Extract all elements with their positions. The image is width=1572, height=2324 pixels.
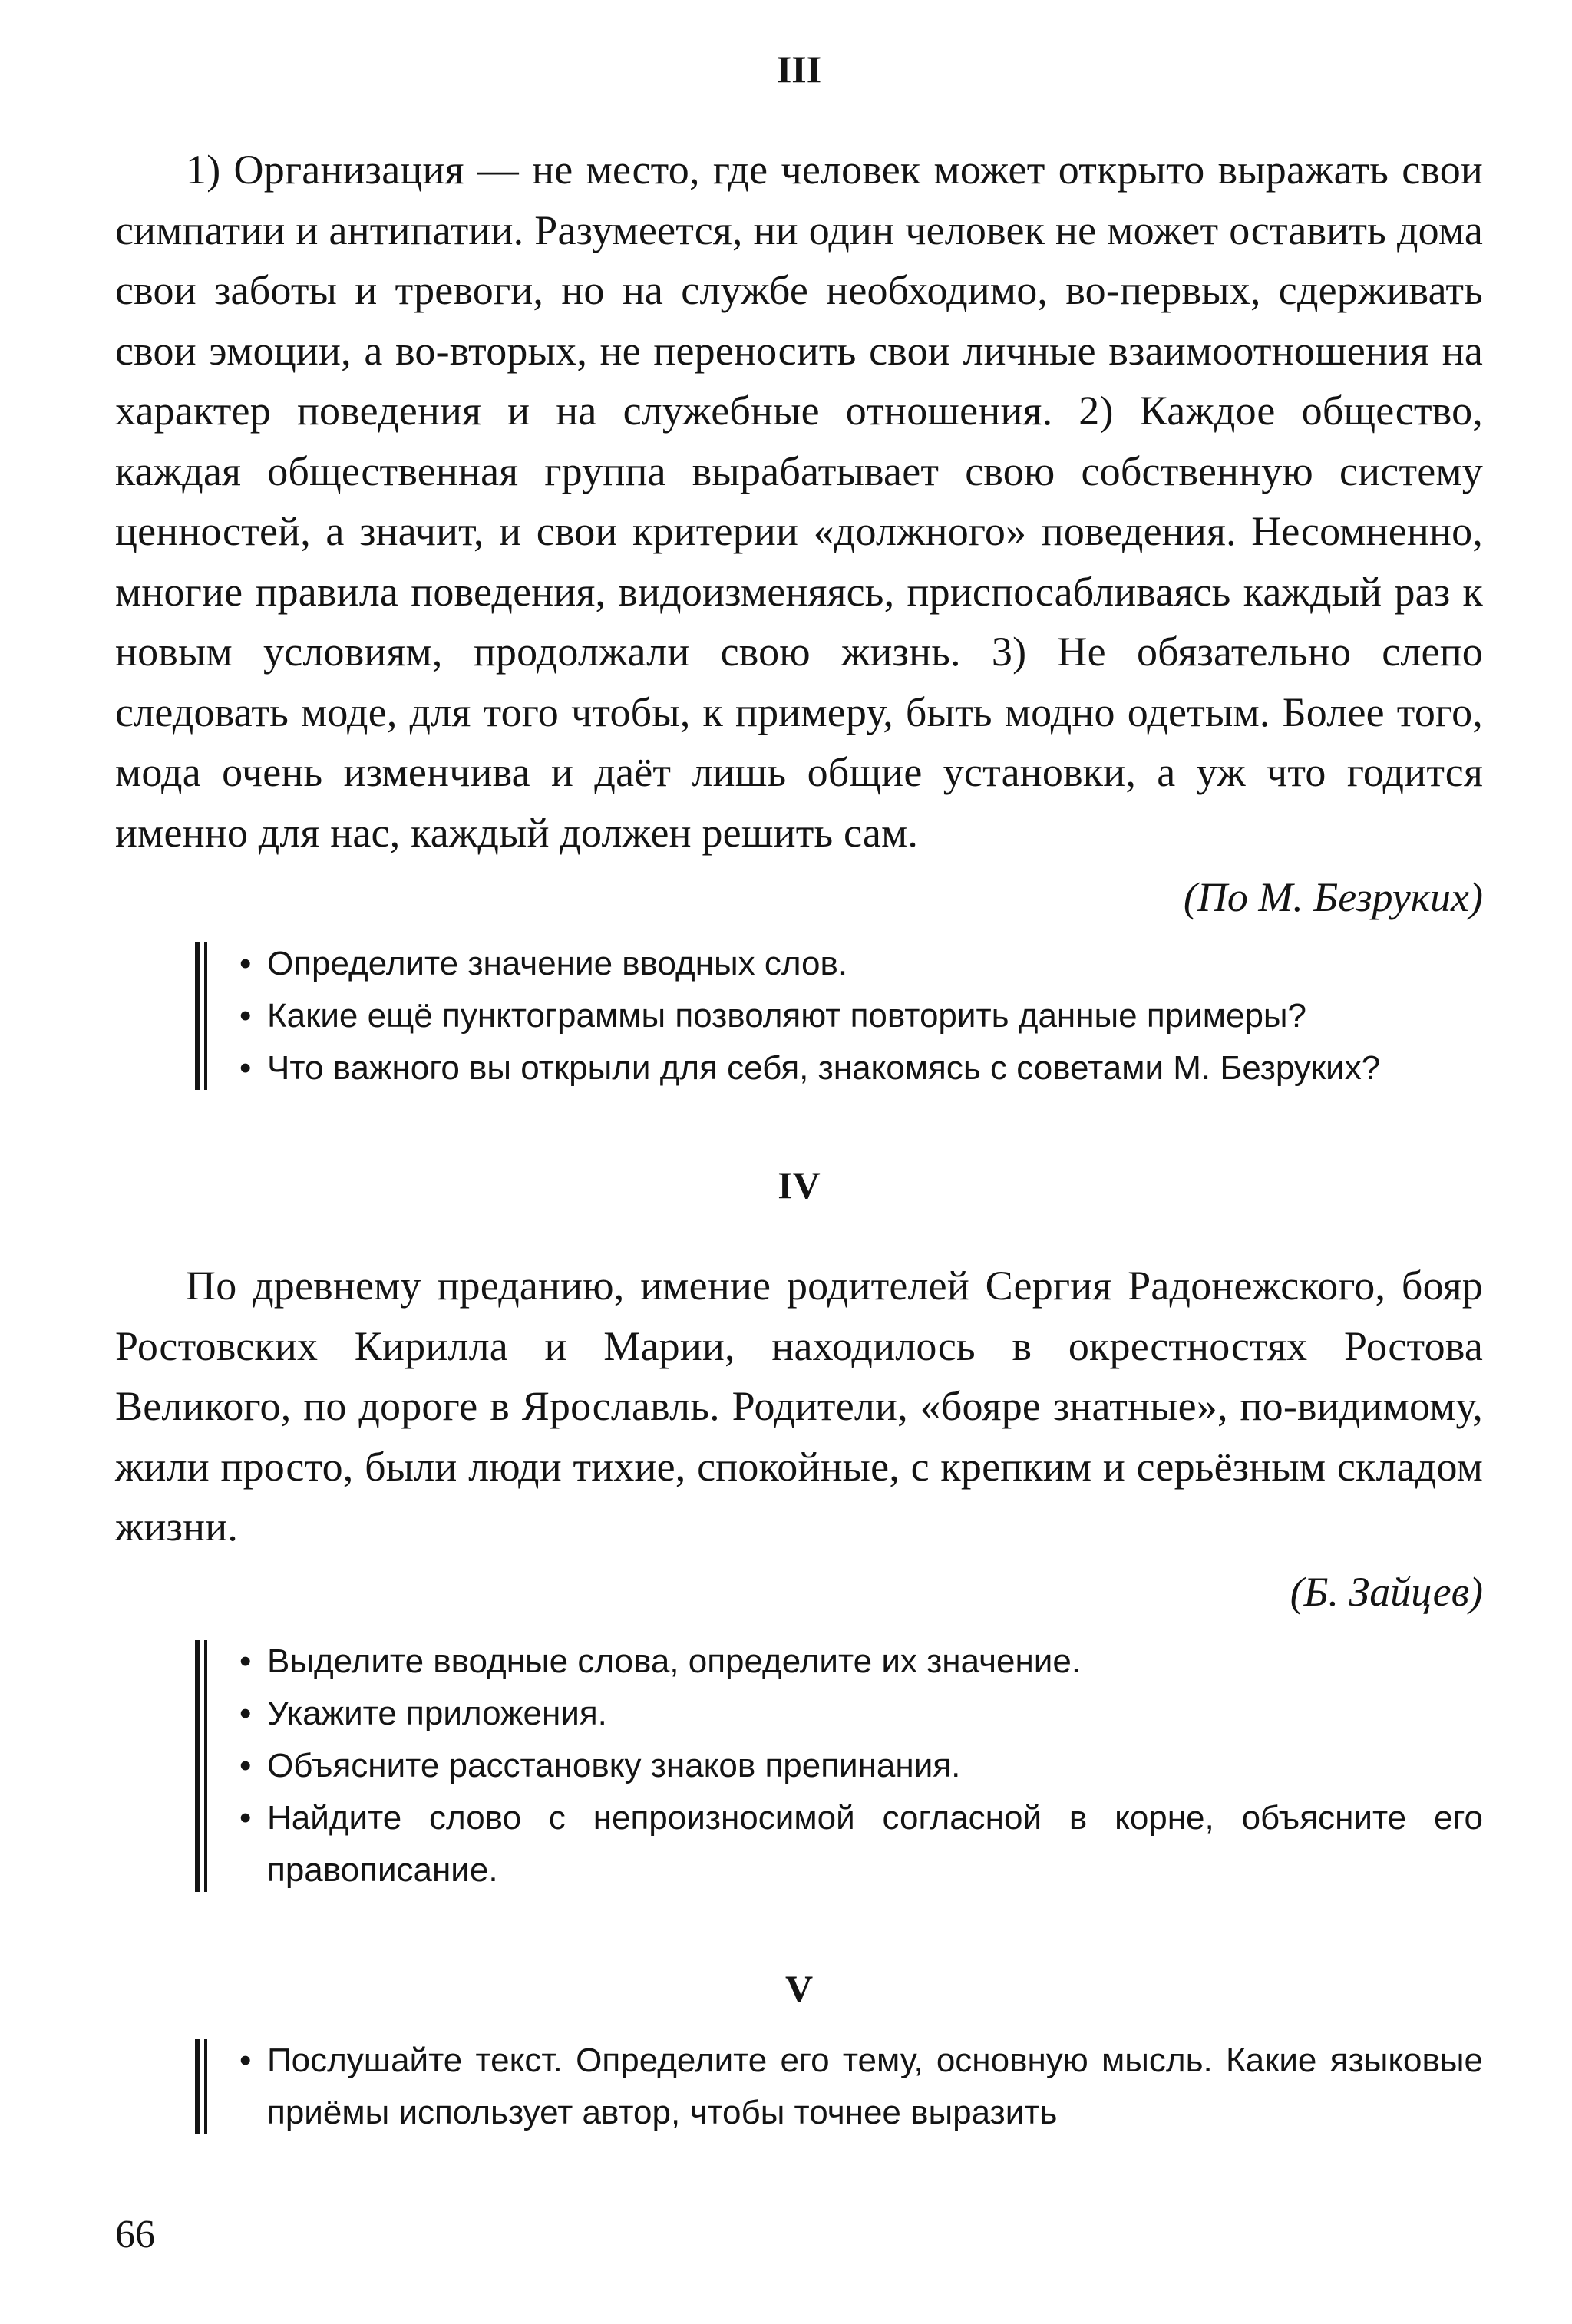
bullet-icon: • bbox=[239, 1798, 252, 1837]
section-heading-iv: IV bbox=[778, 1164, 821, 1207]
section-iv-text: По древнему преданию, имение родителей Сергия Радонежского, бояр Ростовских Кирилла и Марии, находилось в окрестностях Ростова Великого, по дороге в Ярославль. Родители, «бояре знатные», по-видимому, жили просто, были люди тихие, спокойные, с крепким и серьёзным складом жизни. bbox=[115, 1263, 1483, 1550]
task-text: Найдите слово с непроизносимой согласной в корне, объясните его правописание. bbox=[267, 1798, 1483, 1889]
task-bar-v bbox=[195, 2039, 207, 2134]
task-text: Объясните расстановку знаков препинания. bbox=[267, 1746, 961, 1784]
bullet-icon: • bbox=[239, 997, 252, 1035]
task-item bbox=[239, 2035, 1483, 2139]
bullet-icon: • bbox=[239, 2041, 252, 2079]
bullet-icon: • bbox=[239, 1642, 252, 1680]
task-list-iii bbox=[239, 938, 1483, 1094]
bullet-icon: • bbox=[239, 1694, 252, 1732]
task-bar-iv bbox=[195, 1640, 207, 1892]
page-number: 66 bbox=[115, 2213, 155, 2256]
task-item bbox=[239, 1740, 1483, 1792]
task-text: Послушайте текст. Определите его тему, основную мысль. Какие языковые приёмы использует автор, чтобы точнее выразить bbox=[267, 2041, 1483, 2131]
task-text: Определите значение вводных слов. bbox=[267, 945, 848, 982]
task-text: Выделите вводные слова, определите их значение. bbox=[267, 1642, 1082, 1680]
section-iii-attribution: (По М. Безруких) bbox=[1183, 874, 1483, 920]
task-item bbox=[239, 1636, 1483, 1688]
task-item bbox=[239, 1042, 1483, 1094]
section-iv-task-box bbox=[195, 1636, 1483, 1897]
section-iii-task-box bbox=[195, 938, 1483, 1094]
bullet-icon: • bbox=[239, 945, 252, 982]
task-item bbox=[239, 1688, 1483, 1740]
section-heading-iii: III bbox=[776, 48, 822, 91]
task-bar-iii bbox=[195, 942, 207, 1090]
task-text: Какие ещё пунктограммы позволяют повторить данные примеры? bbox=[267, 997, 1307, 1035]
page bbox=[115, 46, 1483, 2310]
section-iii-text: 1) Организация — не место, где человек может открыто выражать свои симпатии и антипатии. Разумеется, ни один человек не может оставить дома свои заботы и тревоги, но на службе необходимо, во-первых, сдерживать свои эмоции, а во-вторых, не переносить свои личные взаимоотношения на характер поведения и на служебные отношения. 2) Каждое общество, каждая общественная группа вырабатывает свою собственную систему ценностей, а значит, и свои критерии «должного» поведения. Несомненно, многие правила поведения, видоизменяясь, приспосабливаясь каждый раз к новым условиям, продолжали свою жизнь. 3) Не обязательно слепо следовать моде, для того чтобы, к примеру, быть модно одетым. Более того, мода очень изменчива и даёт лишь общие установки, а уж что годится именно для нас, каждый должен решить сам. bbox=[115, 147, 1483, 856]
task-list-iv bbox=[239, 1636, 1483, 1897]
section-heading-v: V bbox=[784, 1966, 814, 2010]
bullet-icon: • bbox=[239, 1746, 252, 1784]
task-text: Укажите приложения. bbox=[267, 1694, 607, 1732]
task-item bbox=[239, 990, 1483, 1042]
task-text: Что важного вы открыли для себя, знакомясь с советами М. Безруких? bbox=[267, 1049, 1381, 1087]
task-list-v bbox=[239, 2035, 1483, 2139]
section-iv-attribution: (Б. Зайцев) bbox=[1290, 1568, 1483, 1615]
task-item bbox=[239, 938, 1483, 990]
section-v-task-box bbox=[195, 2035, 1483, 2139]
task-item bbox=[239, 1792, 1483, 1897]
bullet-icon: • bbox=[239, 1049, 252, 1087]
